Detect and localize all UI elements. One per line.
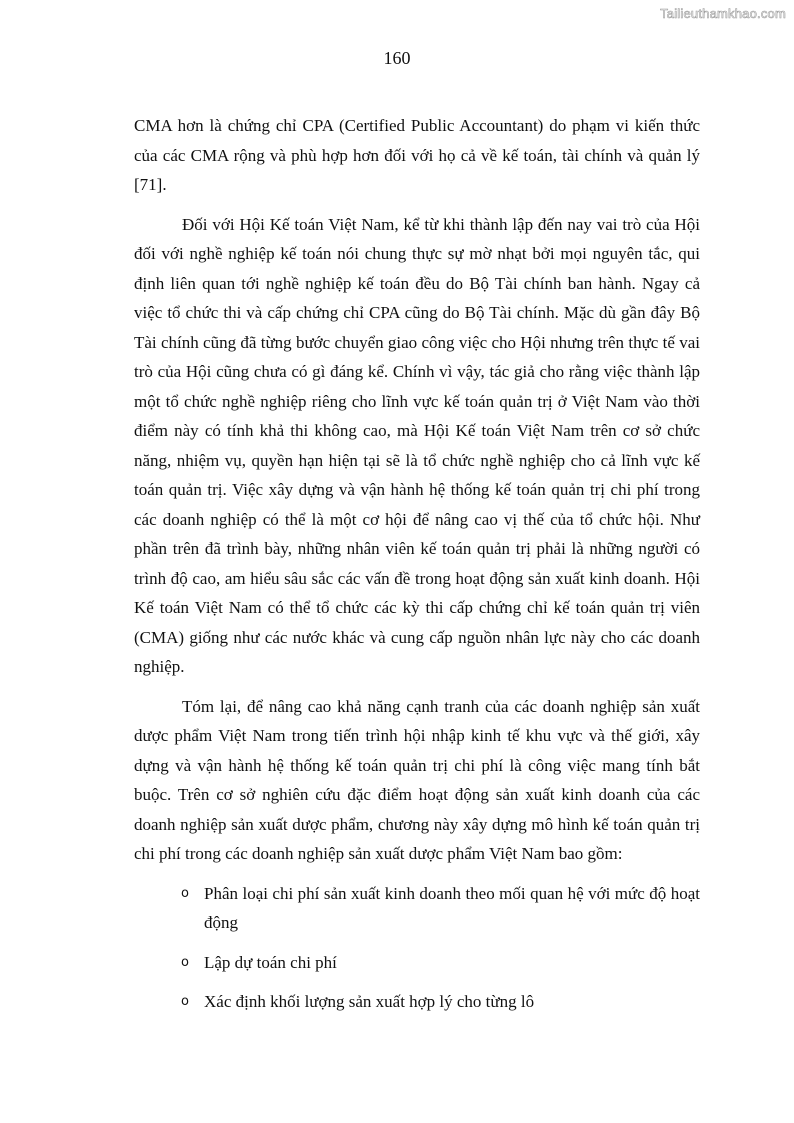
list-item-text: Lập dự toán chi phí <box>204 952 337 972</box>
list-item-text: Phân loại chi phí sản xuất kinh doanh theo mối quan hệ với mức độ hoạt động <box>204 883 700 932</box>
paragraph-summary: Tóm lại, để nâng cao khả năng cạnh tranh của các doanh nghiệp sản xuất dược phẩm Việt Nam trong tiến trình hội nhập kinh tế khu vực và thế giới, xây dựng và vận hành hệ thống kế toán quản trị chi phí là công việc mang tính bắt buộc. Trên cơ sở nghiên cứu đặc điểm hoạt động sản xuất kinh doanh của các doanh nghiệp sản xuất dược phẩm, chương này xây dựng mô hình kế toán quản trị chi phí trong các doanh nghiệp sản xuất dược phẩm Việt Nam bao gồm: <box>134 696 700 863</box>
bullet-circle-icon: o <box>181 954 189 970</box>
paragraph-accounting-association: Đối với Hội Kế toán Việt Nam, kể từ khi thành lập đến nay vai trò của Hội đối với nghề nghiệp kế toán nói chung thực sự mờ nhạt bởi mọi nguyên tắc, qui định liên quan tới nghề nghiệp kế toán đều do Bộ Tài chính ban hành. Ngay cả việc tổ chức thi và cấp chứng chỉ CPA cũng do Bộ Tài chính. Mặc dù gần đây Bộ Tài chính cũng đã từng bước chuyển giao công việc cho Hội nhưng trên thực tế vai trò của Hội cũng chưa có gì đáng kể. Chính vì vậy, tác giả cho rằng việc thành lập một tổ chức nghề nghiệp riêng cho lĩnh vực kế toán quản trị ở Việt Nam vào thời điểm này có tính khả thi không cao, mà Hội Kế toán Việt Nam trên cơ sở chức năng, nhiệm vụ, quyền hạn hiện tại sẽ là tổ chức nghề nghiệp cho cả lĩnh vực kế toán quản trị. Việc xây dựng và vận hành hệ thống kế toán quản trị chi phí trong các doanh nghiệp có thể là một cơ hội để nâng cao vị thế của tổ chức hội. Như phần trên đã trình bày, những nhân viên kế toán quản trị phải là những người có trình độ cao, am hiểu sâu sắc các vấn đề trong hoạt động sản xuất kinh doanh. Hội Kế toán Việt Nam có thể tổ chức các kỳ thi cấp chứng chỉ kế toán quản trị viên (CMA) giống như các nước khác và cung cấp nguồn nhân lực này cho các doanh nghiệp. <box>134 214 700 676</box>
list-item <box>134 948 700 978</box>
list-item-text: Xác định khối lượng sản xuất hợp lý cho từng lô <box>204 992 535 1011</box>
page-number: 160 <box>383 48 411 68</box>
bullet-list <box>134 879 700 1017</box>
watermark: Tailieuthamkhao.com <box>660 6 786 21</box>
document-body <box>134 111 700 1027</box>
paragraph-continuation: CMA hơn là chứng chỉ CPA (Certified Public Accountant) do phạm vi kiến thức của các CMA rộng và phù hợp hơn đối với họ cả về kế toán, tài chính và quản lý [71]. <box>134 116 700 194</box>
list-item <box>134 987 700 1017</box>
bullet-circle-icon: o <box>181 885 189 901</box>
list-item <box>134 879 700 938</box>
bullet-circle-icon: o <box>181 994 189 1009</box>
